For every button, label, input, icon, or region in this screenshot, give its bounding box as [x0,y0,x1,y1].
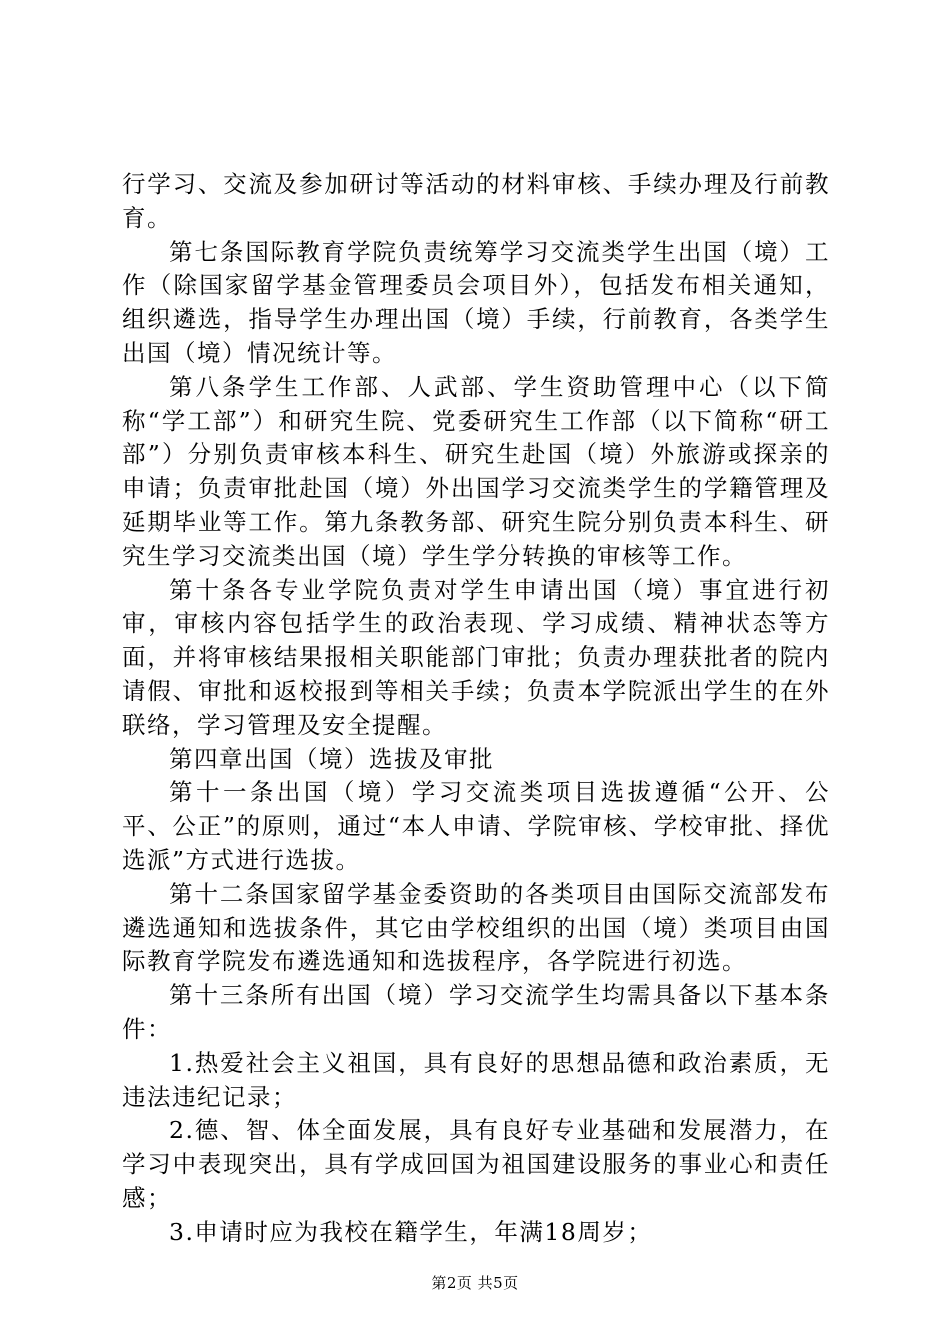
paragraph-article-7: 第七条国际教育学院负责统筹学习交流类学生出国（境）工作（除国家留学基金管理委员会项目外），包括发布相关通知，组织遴选，指导学生办理出国（境）手续，行前教育，各类学生出国（境）情况统计等。 [122,237,830,367]
paragraph-article-10: 第十条各专业学院负责对学生申请出国（境）事宜进行初审，审核内容包括学生的政治表现、学习成绩、精神状态等方面，并将审核结果报相关职能部门审批；负责办理获批者的院内请假、审批和返校报到等相关手续；负责本学院派出学生的在外联络，学习管理及安全提醒。 [122,575,830,739]
chapter-heading: 第四章出国（境）选拔及审批 [169,744,494,773]
list-item-2: 2.德、智、体全面发展，具有良好专业基础和发展潜力，在学习中表现突出，具有学成回国为祖国建设服务的事业心和责任感； [122,1116,830,1212]
paragraph-article-13: 第十三条所有出国（境）学习交流学生均需具备以下基本条件： [122,981,830,1043]
paragraph-article-12: 第十二条国家留学基金委资助的各类项目由国际交流部发布遴选通知和选拔条件，其它由学校组织的出国（境）类项目由国际教育学院发布遴选通知和选拔程序，各学院进行初选。 [122,879,830,976]
list-item-3: 3.申请时应为我校在籍学生，年满18周岁； [169,1217,653,1246]
list-item-1: 1.热爱社会主义祖国，具有良好的思想品德和政治素质，无违法违纪记录； [122,1048,830,1111]
paragraph-continuation: 行学习、交流及参加研讨等活动的材料审核、手续办理及行前教育。 [122,170,830,232]
paragraph-article-11: 第十一条出国（境）学习交流类项目选拔遵循“公开、公平、公正”的原则，通过“本人申请、学院审核、学校审批、择优选派”方式进行选拔。 [122,778,830,874]
paragraph-article-8-9: 第八条学生工作部、人武部、学生资助管理中心（以下简称“学工部”）和研究生院、党委研究生工作部（以下简称“研工部”）分别负责审核本科生、研究生赴国（境）外旅游或探亲的申请；负责审批赴国（境）外出国学习交流类学生的学籍管理及延期毕业等工作。第九条教务部、研究生院分别负责本科生、研究生学习交流类出国（境）学生学分转换的审核等工作。 [122,372,830,570]
document-body [122,168,830,1250]
page-number-footer: 第2页 共5页 [431,1274,519,1292]
